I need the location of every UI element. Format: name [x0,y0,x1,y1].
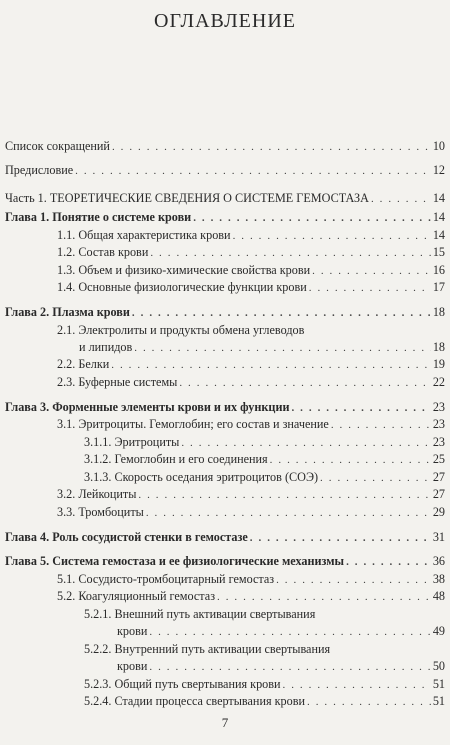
toc-leader-dots [371,190,431,208]
toc-entry-page: 29 [432,505,445,519]
toc-entry-title: Глава 3. Форменные элементы крови и их функции [5,400,290,414]
toc-chapter-entry [5,398,445,416]
toc-entry [84,468,445,486]
toc-entry-page: 38 [432,572,445,586]
toc-leader-dots [150,244,430,262]
toc-entry-title: 3.3. Тромбоциты [57,505,144,519]
toc-entry-page: 23 [432,435,445,449]
toc-entry [84,605,445,623]
toc-entry-page: 25 [432,452,445,466]
toc-leader-dots [149,623,430,641]
toc-entry-title: Предисловие [5,163,74,177]
toc-entry [57,587,445,605]
toc-entry [57,570,445,588]
toc-entry-page: 31 [432,530,445,544]
toc-entry-continuation [79,338,445,356]
toc-entry-page: 51 [432,677,445,691]
toc-entry-title: 1.3. Объем и физико-химические свойства крови [57,263,311,277]
toc-entry-title: 3.1.1. Эритроциты [84,435,180,449]
toc-entry-page: 16 [432,263,445,277]
toc-entry [84,450,445,468]
toc-chapter-entry [5,528,445,546]
toc-entry-title: Глава 4. Роль сосудистой стенки в гемостазе [5,530,248,544]
page-number: 7 [221,715,229,730]
toc-entry-title: 1.4. Основные физиологические функции крови [57,280,307,294]
toc-leader-dots [250,529,431,547]
toc-entry-title: Часть 1. ТЕОРЕТИЧЕСКИЕ СВЕДЕНИЯ О СИСТЕМЕ ГЕМОСТАЗА [5,191,369,205]
toc-entry [5,189,445,207]
page-title: ОГЛАВЛЕНИЕ [154,10,296,32]
toc-entry-title: 3.1. Эритроциты. Гемоглобин; его состав и значение [57,417,329,431]
toc-entry-page: 15 [432,245,445,259]
toc-entry-page: 23 [432,400,445,414]
toc-leader-dots [111,356,431,374]
toc-entry-title: Глава 5. Система гемостаза и ее физиологические механизмы [5,554,345,568]
toc-entry-title-continued: крови [117,624,148,638]
toc-entry-title: 5.2.3. Общий путь свертывания крови [84,677,281,691]
toc-entry [5,137,445,155]
toc-leader-dots [112,138,431,156]
toc-entry [84,692,445,710]
toc-entry-title: 2.2. Белки [57,357,110,371]
toc-entry [57,243,445,261]
toc-entry-page: 19 [432,357,445,371]
toc-entry-title: Глава 2. Плазма крови [5,305,130,319]
toc-leader-dots [149,658,430,676]
toc-entry-page: 10 [432,139,445,153]
toc-entry-title: 5.2.2. Внутренний путь активации свертывания [84,642,331,656]
toc-leader-dots [138,486,430,504]
toc-chapter-entry [5,552,445,570]
toc-entry [57,261,445,279]
toc-entry-title: 2.1. Электролиты и продукты обмена углеводов [57,323,305,337]
toc-entry-page: 14 [432,191,445,205]
toc-entry [57,278,445,296]
toc-entry-page: 48 [432,589,445,603]
toc-entry-page: 22 [432,375,445,389]
toc-entry-page: 12 [432,163,445,177]
toc-leader-dots [132,304,431,322]
toc-entry-title: 5.2. Коагуляционный гемостаз [57,589,216,603]
toc-entry-title: 5.2.4. Стадии процесса свертывания крови [84,694,306,708]
toc-chapter-entry [5,208,445,226]
toc-entry-title: 5.1. Сосудисто-тромбоцитарный гемостаз [57,572,275,586]
toc-entry-page: 27 [432,470,445,484]
toc-entry-title: 5.2.1. Внешний путь активации свертывания [84,607,316,621]
toc-entry-page: 18 [432,305,445,319]
toc-entry [57,226,445,244]
toc-entry-title: 3.2. Лейкоциты [57,487,137,501]
toc-leader-dots [331,416,431,434]
toc-entry [57,415,445,433]
toc-entry-title: 3.1.3. Скорость оседания эритроцитов (СОЭ) [84,470,319,484]
toc-entry [57,355,445,373]
toc-entry-page: 23 [432,417,445,431]
toc-leader-dots [270,451,431,469]
toc-leader-dots [307,693,431,711]
toc-entry-continuation [117,622,445,640]
toc-entry [84,640,445,658]
toc-entry [57,321,445,339]
toc-entry-title: Список сокращений [5,139,110,153]
toc-leader-dots [309,279,431,297]
toc-entry [84,675,445,693]
toc-leader-dots [179,374,430,392]
toc-entry-title: Глава 1. Понятие о системе крови [5,210,192,224]
toc-entry [57,485,445,503]
toc-leader-dots [346,553,431,571]
toc-entry [5,161,445,179]
toc-chapter-entry [5,303,445,321]
toc-entry-page: 17 [432,280,445,294]
toc-entry-title: 1.2. Состав крови [57,245,149,259]
toc-entry-title: 2.3. Буферные системы [57,375,178,389]
toc-entry-page: 50 [432,659,445,673]
toc-entry [57,503,445,521]
toc-entry-page: 51 [432,694,445,708]
toc-entry-page: 27 [432,487,445,501]
toc-entry [57,373,445,391]
toc-entry-page: 14 [432,228,445,242]
toc-leader-dots [75,162,431,180]
toc-entry-page: 14 [432,210,445,224]
toc-entry-page: 36 [432,554,445,568]
toc-entry-title-continued: крови [117,659,148,673]
toc-entry-title: 1.1. Общая характеристика крови [57,228,231,242]
toc-leader-dots [146,504,431,522]
toc-entry [84,433,445,451]
toc-entry-title: 3.1.2. Гемоглобин и его соединения [84,452,268,466]
toc-entry-page: 18 [432,340,445,354]
toc-leader-dots [193,209,431,227]
toc-leader-dots [217,588,431,606]
toc-entry-page: 49 [432,624,445,638]
toc-entry-title-continued: и липидов [79,340,133,354]
toc-entry-continuation [117,657,445,675]
